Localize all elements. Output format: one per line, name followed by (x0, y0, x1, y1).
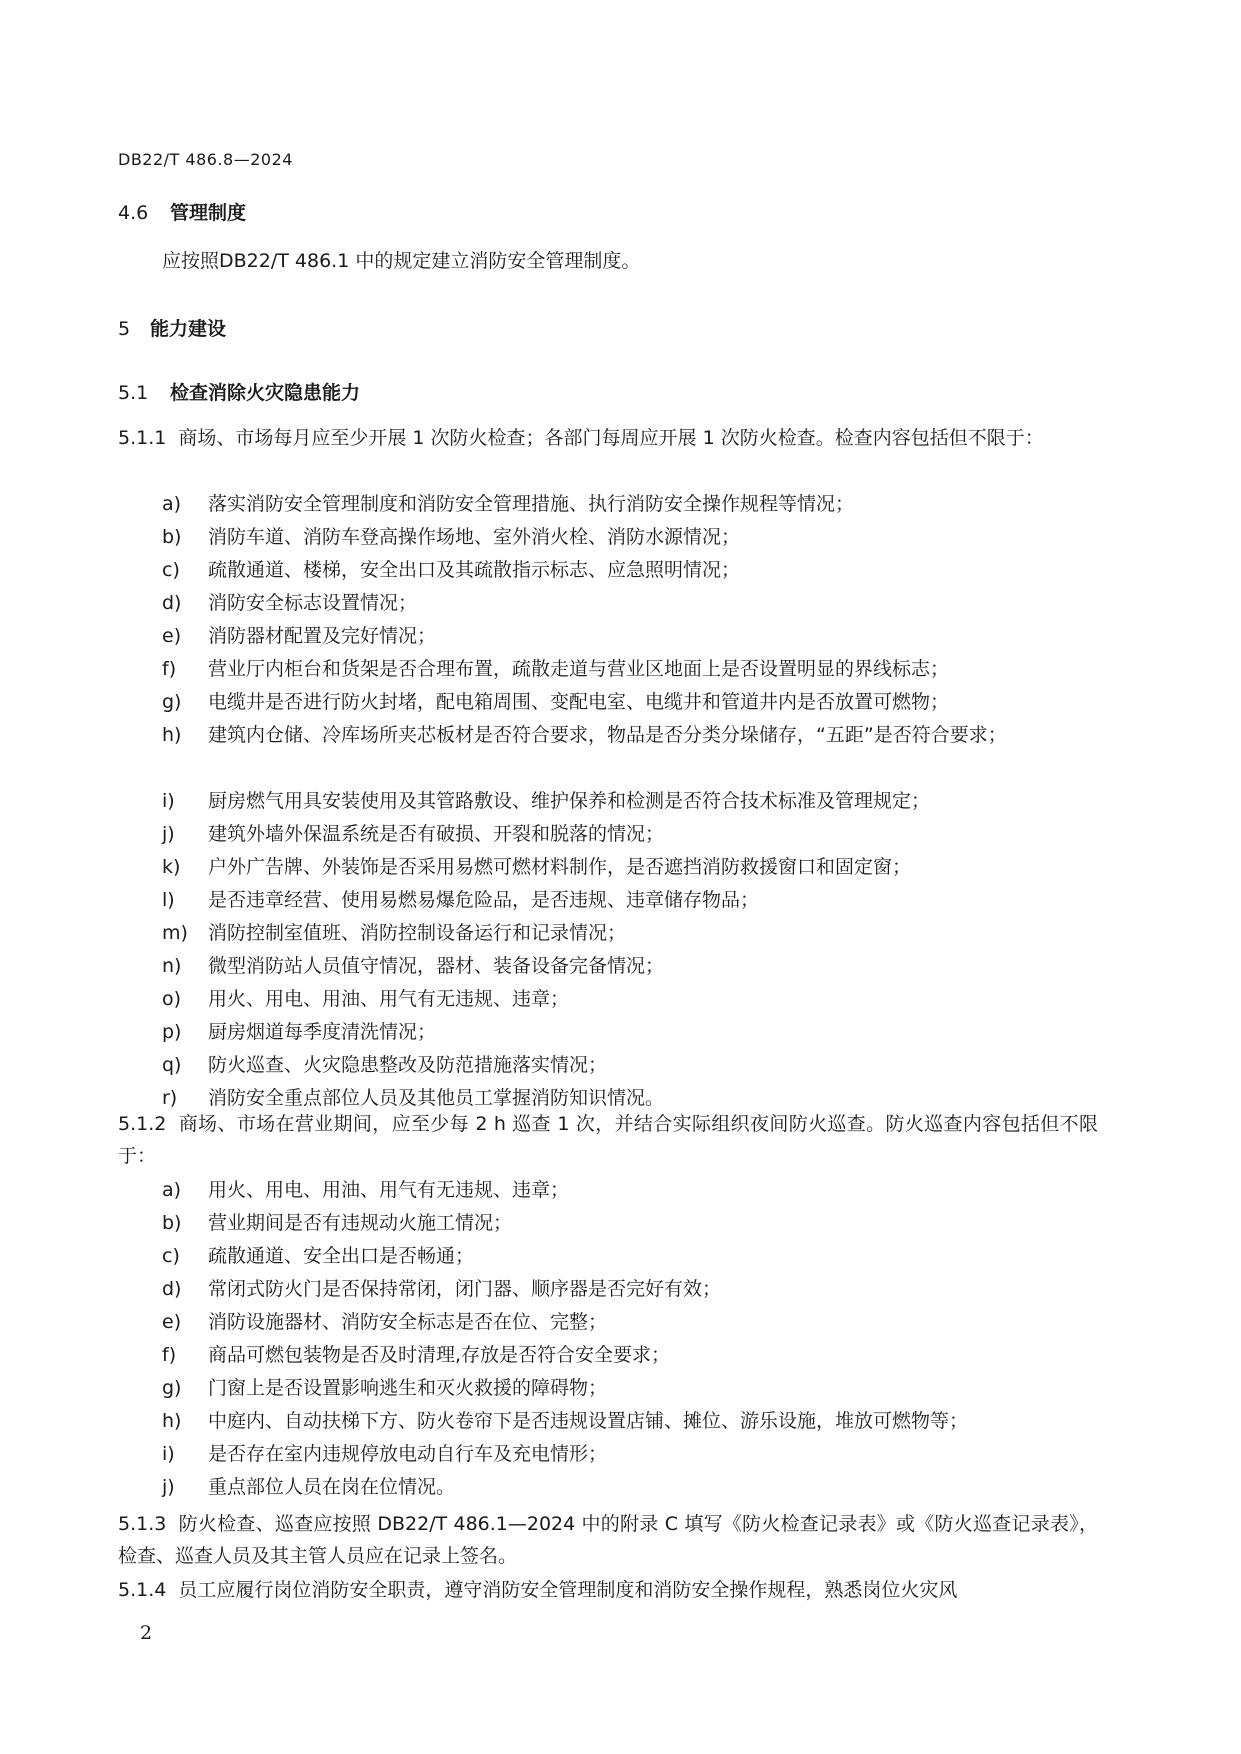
section-number: 4.6 (118, 202, 149, 224)
list-marker: g) (162, 1377, 182, 1399)
list-item (162, 818, 1102, 851)
list-marker: h) (162, 1410, 182, 1432)
list-marker: o) (162, 988, 182, 1010)
list-marker: a) (162, 493, 182, 515)
clause-5-1-2-list (162, 1174, 1102, 1504)
list-text: 用火、用电、用油、用气有无违规、违章； (208, 988, 570, 1010)
list-item (162, 1438, 1102, 1471)
list-item (162, 1372, 1102, 1405)
clause-text: 商场、市场每月应至少开展 1 次防火检查；各部门每周应开展 1 次防火检查。检查内容包括但不限于： (178, 427, 1044, 449)
list-marker: p) (162, 1021, 182, 1043)
list-text: 常闭式防火门是否保持常闭，闭门器、顺序器是否完好有效； (208, 1278, 722, 1300)
list-text: 消防安全重点部位人员及其他员工掌握消防知识情况。 (208, 1087, 665, 1109)
clause-5-1-2 (118, 1108, 1098, 1172)
list-item (162, 917, 1102, 950)
list-item (162, 785, 1102, 818)
list-item (162, 488, 1102, 521)
list-marker: c) (162, 559, 180, 581)
list-item (162, 1339, 1102, 1372)
clause-5-1-1-list (162, 488, 1102, 1115)
list-item (162, 1306, 1102, 1339)
list-marker: d) (162, 1278, 182, 1300)
list-item (162, 686, 1102, 719)
list-marker: a) (162, 1179, 182, 1201)
list-text: 厨房燃气用具安装使用及其管路敷设、维护保养和检测是否符合技术标准及管理规定； (208, 790, 931, 812)
list-text: 重点部位人员在岗在位情况。 (208, 1476, 456, 1498)
clause-number: 5.1.4 (118, 1579, 167, 1601)
list-item (162, 1016, 1102, 1049)
list-item (162, 983, 1102, 1016)
list-item (162, 653, 1102, 686)
clause-number: 5.1.2 (118, 1113, 167, 1135)
list-text: 疏散通道、安全出口是否畅通； (208, 1245, 475, 1267)
list-text: 是否违章经营、使用易燃易爆危险品，是否违规、违章储存物品； (208, 889, 760, 911)
list-text: 建筑内仓储、冷库场所夹芯板材是否符合要求，物品是否分类分垛储存，“五距”是否符合要求； (208, 724, 1007, 746)
list-text: 消防器材配置及完好情况； (208, 625, 437, 647)
section-heading-5-1 (118, 378, 360, 405)
clause-number: 5.1.1 (118, 427, 167, 449)
list-marker: n) (162, 955, 182, 977)
list-text: 消防控制室值班、消防控制设备运行和记录情况； (208, 922, 627, 944)
list-text: 中庭内、自动扶梯下方、防火卷帘下是否违规设置店铺、摊位、游乐设施，堆放可燃物等； (208, 1410, 969, 1432)
list-marker: c) (162, 1245, 180, 1267)
list-item (162, 719, 1102, 785)
list-marker: i) (162, 790, 175, 812)
list-item (162, 1273, 1102, 1306)
list-text: 门窗上是否设置影响逃生和灭火救援的障碍物； (208, 1377, 608, 1399)
list-item (162, 851, 1102, 884)
list-marker: h) (162, 724, 182, 746)
list-text: 微型消防站人员值守情况，器材、装备设备完备情况； (208, 955, 665, 977)
list-text: 消防安全标志设置情况； (208, 592, 418, 614)
list-text: 营业期间是否有违规动火施工情况； (208, 1212, 513, 1234)
list-text: 落实消防安全管理制度和消防安全管理措施、执行消防安全操作规程等情况； (208, 493, 855, 515)
list-marker: f) (162, 1344, 177, 1366)
clause-text: 员工应履行岗位消防安全职责，遵守消防安全管理制度和消防安全操作规程，熟悉岗位火灾风 (178, 1579, 958, 1601)
clause-5-1-1 (118, 422, 1098, 454)
list-marker: e) (162, 1311, 182, 1333)
list-marker: q) (162, 1054, 182, 1076)
list-marker: d) (162, 592, 182, 614)
list-text: 建筑外墙外保温系统是否有破损、开裂和脱落的情况； (208, 823, 665, 845)
page-number: 2 (140, 1622, 153, 1644)
list-text: 电缆井是否进行防火封堵，配电箱周围、变配电室、电缆井和管道井内是否放置可燃物； (208, 691, 950, 713)
list-text: 消防设施器材、消防安全标志是否在位、完整； (208, 1311, 608, 1333)
list-text: 用火、用电、用油、用气有无违规、违章； (208, 1179, 570, 1201)
section-number: 5 (118, 318, 131, 340)
list-marker: b) (162, 1212, 182, 1234)
list-marker: r) (162, 1087, 178, 1109)
list-text: 商品可燃包装物是否及时清理,存放是否符合安全要求； (208, 1344, 671, 1366)
list-item (162, 554, 1102, 587)
list-marker: b) (162, 526, 182, 548)
list-marker: f) (162, 658, 177, 680)
list-marker: j) (162, 823, 175, 845)
section-number: 5.1 (118, 382, 149, 404)
section-4-6-body: 应按照DB22/T 486.1 中的规定建立消防安全管理制度。 (162, 250, 641, 272)
list-marker: k) (162, 856, 181, 878)
list-marker: l) (162, 889, 175, 911)
list-marker: j) (162, 1476, 175, 1498)
document-id: DB22/T 486.8—2024 (118, 150, 293, 169)
list-text: 消防车道、消防车登高操作场地、室外消火栓、消防水源情况； (208, 526, 741, 548)
section-title: 管理制度 (170, 202, 247, 224)
clause-text: 防火检查、巡查应按照 DB22/T 486.1—2024 中的附录 C 填写《防火检查记录表》或《防火巡查记录表》，检查、巡查人员及其主管人员应在记录上签名。 (118, 1513, 1098, 1567)
clause-5-1-4 (118, 1574, 1098, 1606)
list-item (162, 587, 1102, 620)
list-marker: i) (162, 1443, 175, 1465)
list-item (162, 620, 1102, 653)
list-item (162, 1471, 1102, 1504)
list-item (162, 1174, 1102, 1207)
clause-text: 商场、市场在营业期间，应至少每 2 h 巡查 1 次，并结合实际组织夜间防火巡查。防火巡查内容包括但不限于： (118, 1113, 1098, 1167)
list-marker: g) (162, 691, 182, 713)
list-item (162, 1405, 1102, 1438)
section-title: 能力建设 (150, 318, 227, 340)
list-text: 疏散通道、楼梯，安全出口及其疏散指示标志、应急照明情况； (208, 559, 741, 581)
list-item (162, 521, 1102, 554)
list-text: 防火巡查、火灾隐患整改及防范措施落实情况； (208, 1054, 608, 1076)
list-text: 户外广告牌、外装饰是否采用易燃可燃材料制作，是否遮挡消防救援窗口和固定窗； (208, 856, 912, 878)
clause-number: 5.1.3 (118, 1513, 167, 1535)
list-text: 是否存在室内违规停放电动自行车及充电情形； (208, 1443, 608, 1465)
list-text: 厨房烟道每季度清洗情况； (208, 1021, 437, 1043)
list-marker: m) (162, 922, 188, 944)
list-item (162, 1207, 1102, 1240)
section-heading-4-6 (118, 198, 246, 225)
list-item (162, 1049, 1102, 1082)
section-title: 检查消除火灾隐患能力 (170, 382, 361, 404)
list-text: 营业厅内柜台和货架是否合理布置，疏散走道与营业区地面上是否设置明显的界线标志； (208, 658, 950, 680)
list-marker: e) (162, 625, 182, 647)
clause-5-1-3 (118, 1508, 1098, 1572)
list-item (162, 884, 1102, 917)
list-item (162, 1240, 1102, 1273)
section-heading-5 (118, 314, 226, 341)
list-item (162, 950, 1102, 983)
